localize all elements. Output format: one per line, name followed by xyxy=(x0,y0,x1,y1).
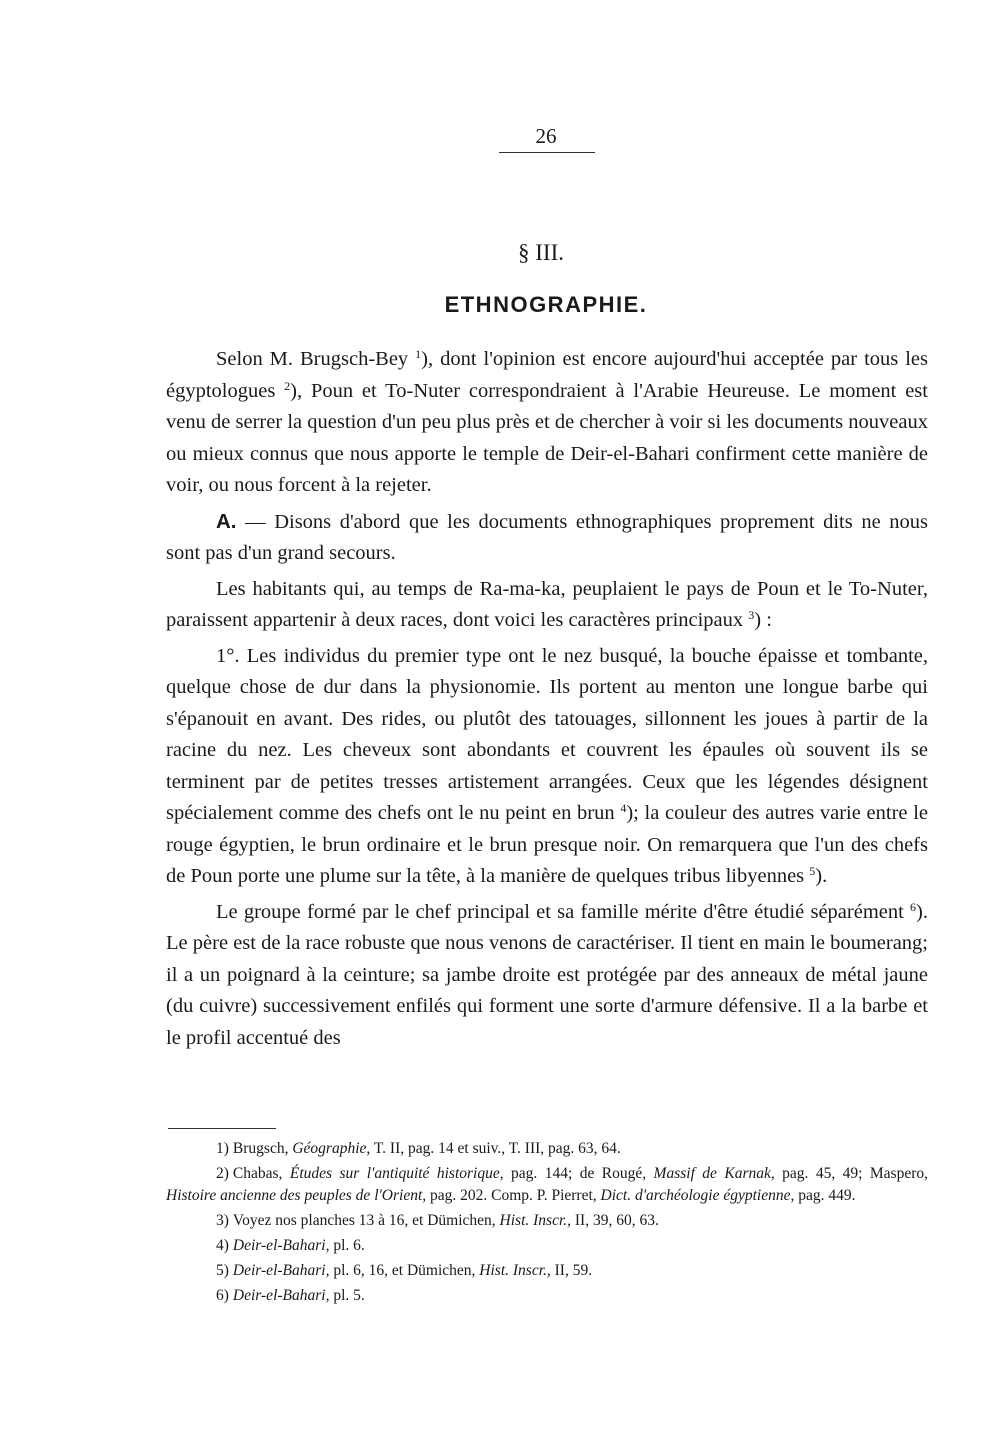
footnote-number: 6) xyxy=(216,1287,229,1304)
footnote-text: pag. 449. xyxy=(794,1187,856,1204)
paragraph-1 xyxy=(166,344,928,502)
footnote-text: pl. 5. xyxy=(329,1287,365,1304)
footnote-2 xyxy=(166,1163,928,1207)
section-title: ETHNOGRAPHIE. xyxy=(444,292,648,317)
section-number: § III. xyxy=(518,240,564,265)
footnote-text: II, 39, 60, 63. xyxy=(571,1212,659,1229)
footnote-ref-2: 2 xyxy=(284,378,291,393)
footnote-text: pag. 45, 49; Maspero, xyxy=(774,1165,928,1182)
footnote-text: Brugsch, xyxy=(232,1140,293,1157)
page-number: 26 xyxy=(535,124,557,148)
footnote-italic-text: Études sur l'antiquité historique, xyxy=(289,1165,504,1182)
footnote-text: pag. 144; de Rougé, xyxy=(503,1165,654,1182)
footnote-italic-text: Deir-el-Bahari, xyxy=(232,1262,330,1279)
footnote-italic-text: Massif de Karnak, xyxy=(653,1165,775,1182)
footnote-italic-text: Hist. Inscr., xyxy=(499,1212,572,1229)
text-run: ), dont l'opinion est encore aujourd'hui acceptée par tous les égyptologues xyxy=(166,348,928,402)
footnote-text: pag. 202. Comp. P. Pierret, xyxy=(426,1187,601,1204)
text-run: ) : xyxy=(754,609,772,631)
footnote-ref-3: 3 xyxy=(748,608,755,622)
footnote-italic-text: Deir-el-Bahari, xyxy=(232,1287,330,1304)
footnote-number: 2) xyxy=(216,1165,229,1182)
paragraph-marker-a: A. xyxy=(216,509,237,533)
paragraph-3 xyxy=(166,574,928,637)
text-run: Selon M. Brugsch-Bey xyxy=(216,348,416,370)
footnote-ref-4: 4 xyxy=(620,801,627,815)
text-run: ); la couleur des autres varie entre le rouge égyptien, le brun ordinaire et le brun presque noir. On remarquera que l'un des chefs de Poun porte une plume sur la tête, à la manière de quelques tribus libyennes xyxy=(166,802,929,887)
footnote-italic-text: Géographie, xyxy=(292,1140,371,1157)
footnote-text: T. II, pag. 14 et suiv., T. III, pag. 63, 64. xyxy=(370,1140,621,1157)
footnote-italic-text: Deir-el-Bahari, xyxy=(232,1237,330,1254)
footnote-text: II, 59. xyxy=(550,1262,593,1279)
footnote-italic-text: Hist. Inscr., xyxy=(479,1262,551,1279)
footnote-number: 4) xyxy=(216,1237,229,1254)
footnote-text: Voyez nos planches 13 à 16, et Dümichen, xyxy=(232,1212,500,1229)
text-run: Les habitants qui, au temps de Ra-ma-ka, peuplaient le pays de Poun et le To-Nuter, paraissent appartenir à deux races, dont voici les caractères principaux xyxy=(166,577,928,631)
footnote-ref-6: 6 xyxy=(910,899,917,914)
text-run: Le groupe formé par le chef principal et sa famille mérite d'être étudié séparément xyxy=(216,900,911,923)
footnote-1 xyxy=(166,1138,928,1160)
text-run: — Disons d'abord que les documents ethnographiques proprement dits ne nous sont pas d'un grand secours. xyxy=(166,510,928,564)
footnote-number: 5) xyxy=(216,1262,229,1279)
page-number-rule xyxy=(499,152,595,153)
footnote-5 xyxy=(166,1260,928,1282)
paragraph-2 xyxy=(166,506,928,570)
body-text xyxy=(166,344,928,1054)
footnote-number: 1) xyxy=(216,1140,229,1157)
footnote-text: pl. 6, 16, et Dümichen, xyxy=(329,1262,480,1279)
footnote-6 xyxy=(166,1285,928,1307)
footnotes xyxy=(166,1138,928,1310)
footnote-ref-1: 1 xyxy=(415,347,422,361)
footnote-text: pl. 6. xyxy=(329,1237,365,1254)
footnote-rule xyxy=(168,1128,276,1129)
footnote-number: 3) xyxy=(216,1212,229,1229)
paragraph-4 xyxy=(166,641,928,893)
footnote-ref-5: 5 xyxy=(809,864,816,878)
footnote-3 xyxy=(166,1210,928,1232)
text-run: ). Le père est de la race robuste que nous venons de caractériser. Il tient en main le boumerang; il a un poignard à la ceinture; sa jambe droite est protégée par des anneaux de métal jaune (du cuivre) successivement enfilés qui forment une sorte d'armure défensive. Il a la barbe et le profil accentué des xyxy=(166,900,928,1049)
footnote-italic-text: Dict. d'archéologie égyptienne, xyxy=(600,1187,795,1204)
footnote-italic-text: Histoire ancienne des peuples de l'Orient, xyxy=(166,1187,427,1204)
footnote-4 xyxy=(166,1235,928,1257)
paragraph-5 xyxy=(166,897,928,1055)
text-run: ). xyxy=(815,865,828,887)
text-run: ), Poun et To-Nuter correspondraient à l'Arabie Heureuse. Le moment est venu de serrer la question d'un peu plus près et de chercher à voir si les documents nouveaux ou mieux connus que nous apporte le temple de Deir-el-Bahari confirment cette manière de voir, ou nous forcent à la rejeter. xyxy=(166,379,928,496)
text-run: Les individus du premier type ont le nez busqué, la bouche épaisse et tombante, quelque chose de dur dans la physionomie. Ils portent au menton une longue barbe qui s'épanouit en avant. Des rides, ou plutôt des tatouages, sillonnent les joues à partir de la racine du nez. Les cheveux sont abondants et couvrent les épaules où souvent ils se terminent par de petites tresses artistement arrangées. Ceux que les légendes désignent spécialement comme des chefs ont le nu peint en brun xyxy=(166,644,928,824)
paragraph-marker-1: 1°. xyxy=(216,644,240,667)
footnote-text: Chabas, xyxy=(232,1165,290,1182)
